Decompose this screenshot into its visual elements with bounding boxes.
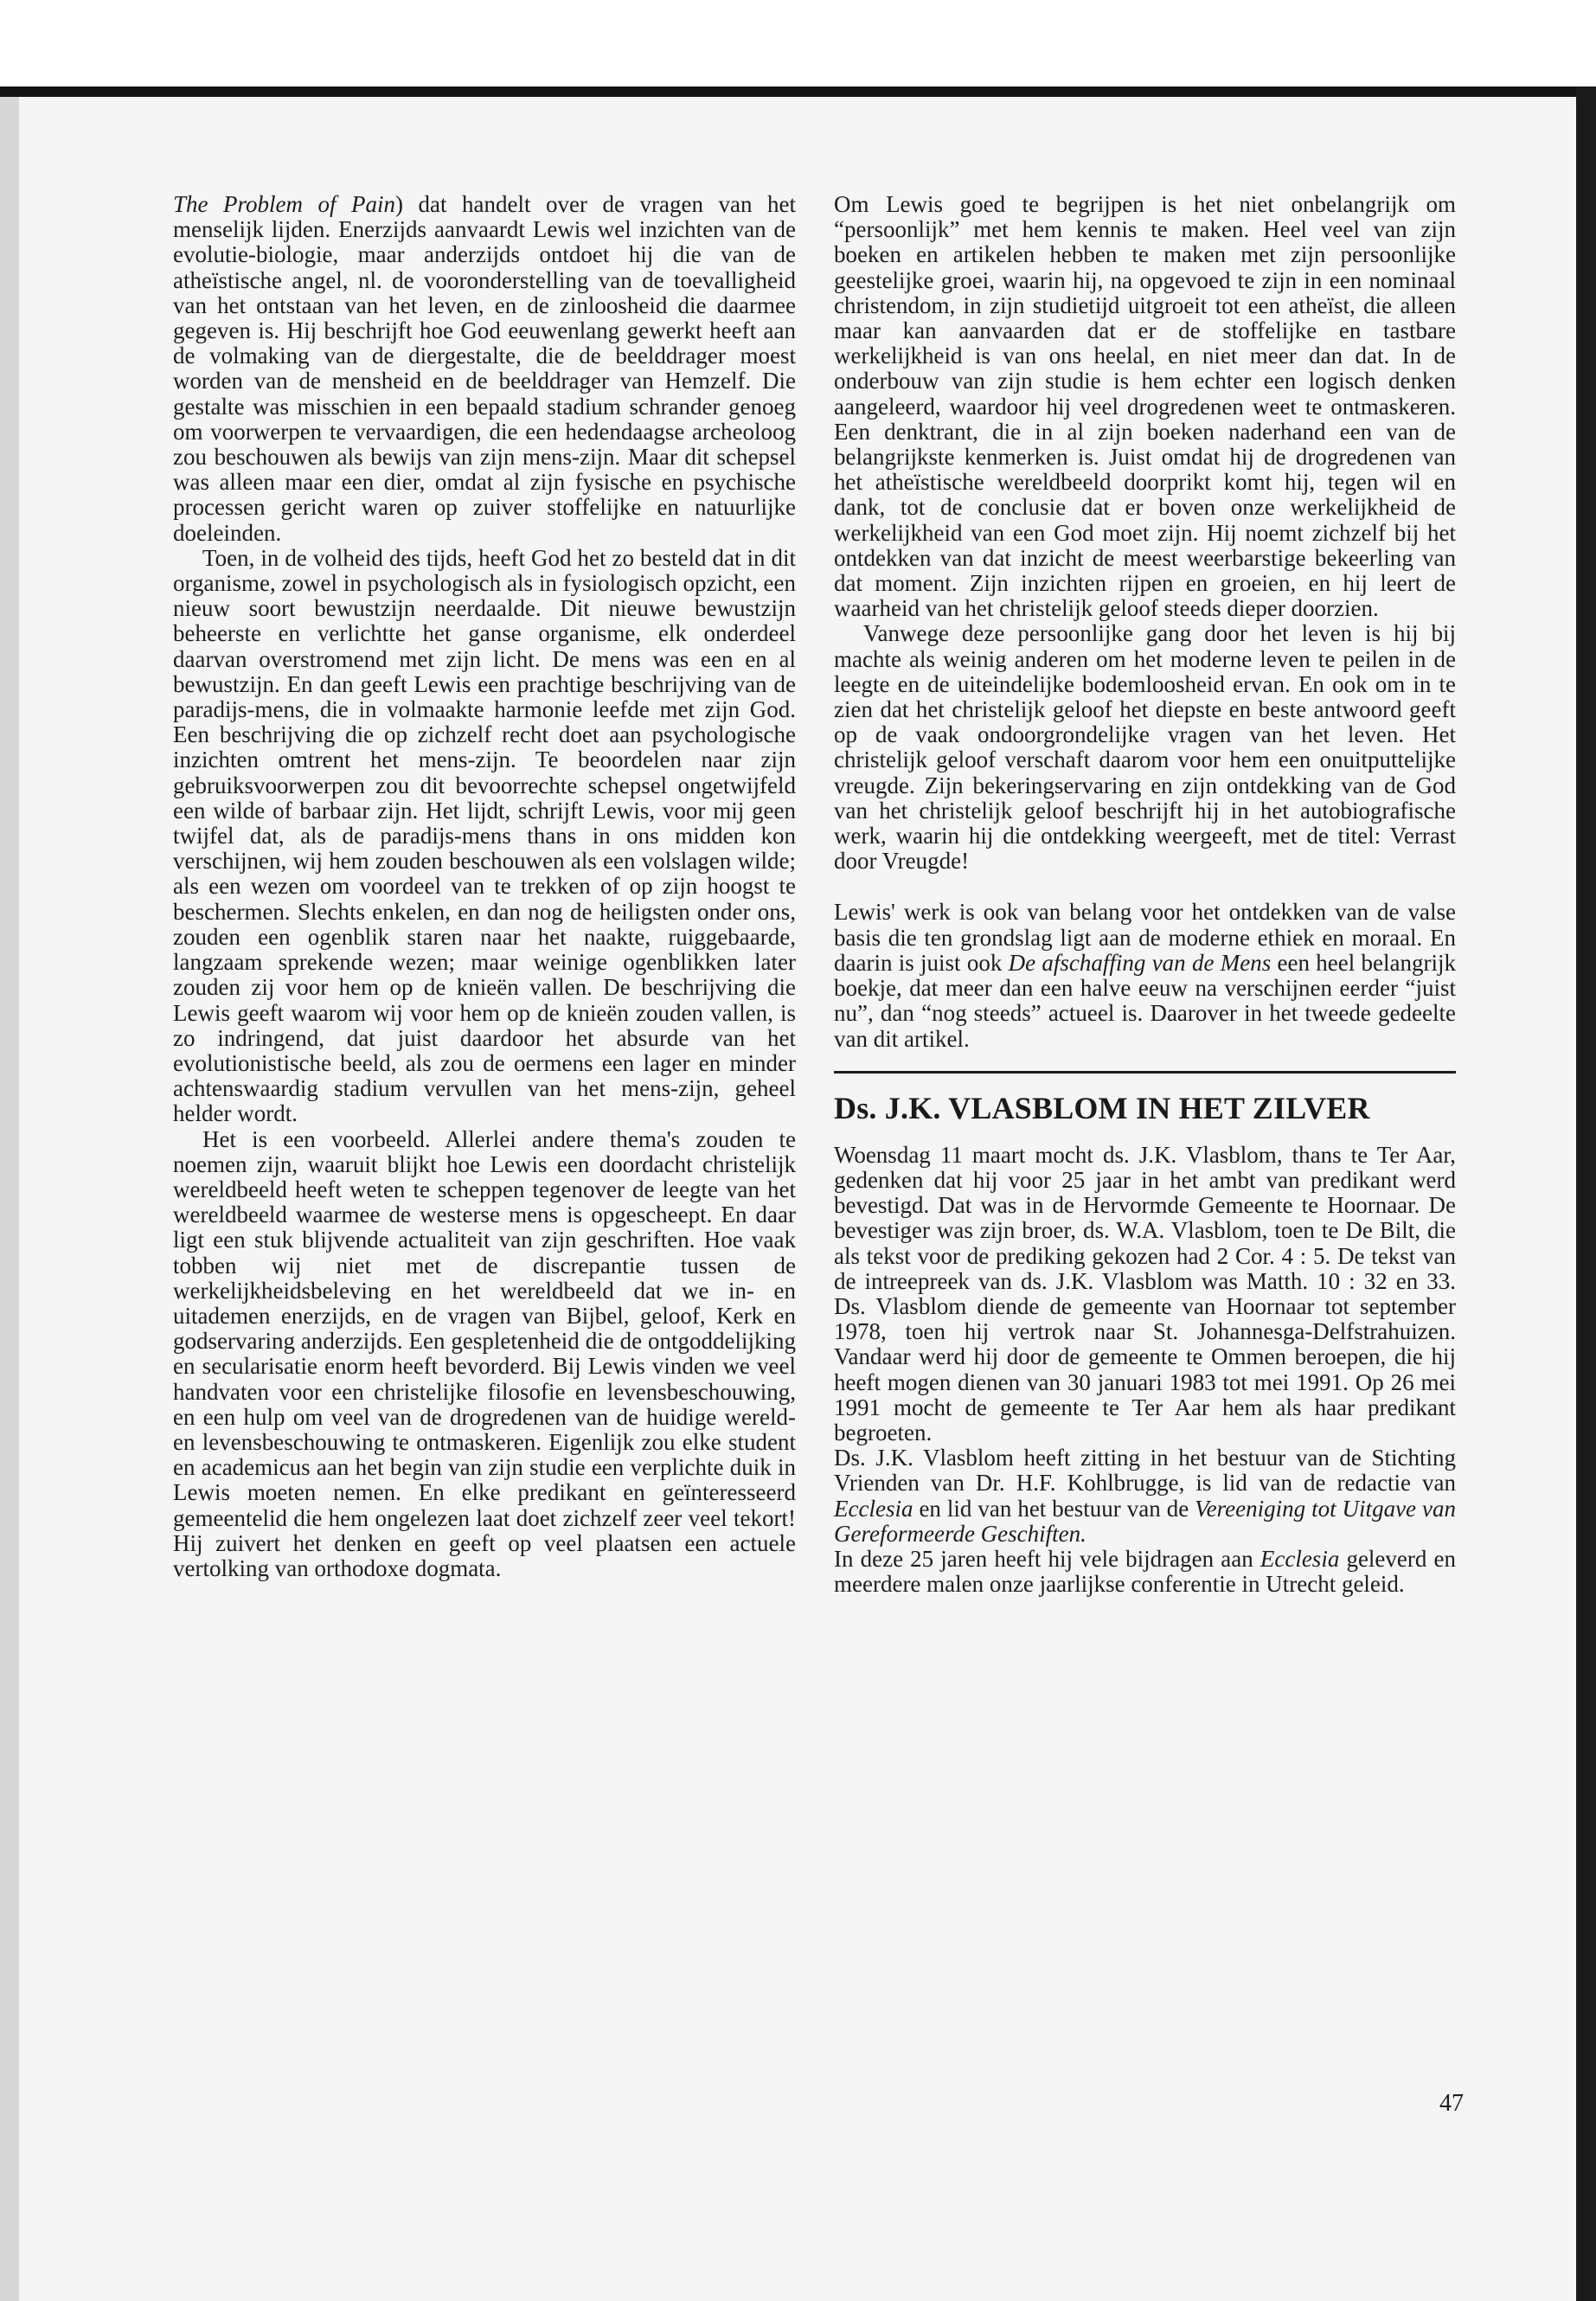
right-paragraph-3-end: een heel belangrijk boekje, dat meer dan een halve eeuw na verschijnen eerder “juist nu”, dan “nog steeds” actueel is. Daarover in het tweede gedeelte van dit artikel. [834, 949, 1456, 1052]
left-column [173, 192, 796, 1581]
left-paragraph-1 [173, 192, 796, 546]
section-heading: Ds. J.K. VLASBLOM IN HET ZILVER [834, 1090, 1370, 1125]
left-paragraph-1-text: ) dat handelt over de vragen van het menselijk lijden. Enerzijds aanvaardt Lewis wel inzichten van de evolutie-biologie, maar anderzijds ontdoet hij die van de atheïstische angel, nl. de vooronderstelling van de toevalligheid van het ontstaan van het leven, en de zinloosheid die daarmee gegeven is. Hij beschrijft hoe God eeuwenlang gewerkt heeft aan de volmaking van de diergestalte, die de beelddrager moest worden van de mensheid en de beelddrager van Hemzelf. Die gestalte was misschien in een bepaald stadium schrander genoeg om voorwerpen te vervaardigen, die een hedendaagse archeoloog zou beschouwen als bewijs van zijn mens-zijn. Maar dit schepsel was alleen maar een dier, omdat al zijn fysische en psychische processen gericht waren op zuiver stoffelijke en natuurlijke doeleinden. [173, 191, 796, 546]
society-title: Vereeniging tot Uitgave van Gereformeerde Geschiften. [834, 1495, 1456, 1547]
book-title-afschaffing: De afschaffing van de Mens [1008, 949, 1272, 976]
magazine-page [19, 97, 1576, 2301]
right-paragraph-5-middle: en lid van het bestuur van de [913, 1495, 1195, 1522]
page-number: 47 [1439, 2090, 1464, 2117]
book-title-problem-of-pain: The Problem of Pain [173, 191, 396, 217]
right-paragraph-3 [834, 900, 1456, 1051]
right-paragraph-6 [834, 1547, 1456, 1597]
journal-title-ecclesia: Ecclesia [834, 1495, 913, 1522]
left-paragraph-3: Het is een voorbeeld. Allerlei andere thema's zouden te noemen zijn, waaruit blijkt hoe Lewis een doordacht christelijk wereldbeeld heeft weten te scheppen tegenover de leegte van het wereldbeeld waarmee de westerse mens is opgescheept. En daar ligt een stuk blijvende actualiteit van zijn geschriften. Hoe vaak tobben wij niet met de discrepantie tussen de werkelijkheidsbeleving en het wereldbeeld dat we in- en uitademen enerzijds, en de vragen van Bijbel, geloof, Kerk en godservaring anderzijds. Een gespletenheid die de ontgoddelijking en secularisatie enorm heeft bevorderd. Bij Lewis vinden we veel handvaten voor een christelijke filosofie en levensbeschouwing, en een hulp om veel van de drogredenen van de huidige wereld- en levensbeschouwing te ontmaskeren. Eigenlijk zou elke student en academicus aan het begin van zijn studie een verplichte duik in Lewis moeten nemen. En elke predikant en geïnteresseerd gemeentelid die hem ongelezen laat doet zichzelf zeer veel tekort! Hij zuivert het denken en geeft op veel plaatsen een actuele vertolking van orthodoxe dogmata. [173, 1125, 796, 1581]
scan-edge-top [0, 87, 1596, 97]
right-paragraph-5-start: Ds. J.K. Vlasblom heeft zitting in het bestuur van de Stichting Vrienden van Dr. H.F. Kohlbrugge, is lid van de redactie van [834, 1445, 1456, 1497]
right-paragraph-6-end: geleverd en meerdere malen onze jaarlijkse conferentie in Utrecht geleid. [834, 1545, 1456, 1598]
scan-edge-right [1576, 87, 1596, 2301]
right-paragraph-5 [834, 1445, 1456, 1547]
section-divider [834, 1071, 1456, 1074]
journal-title-ecclesia-2: Ecclesia [1259, 1545, 1340, 1572]
right-paragraph-6-start: In deze 25 jaren heeft hij vele bijdragen aan [834, 1545, 1260, 1572]
left-paragraph-2: Toen, in de volheid des tijds, heeft God het zo besteld dat in dit organisme, zowel in psychologisch als in fysiologisch opzicht, een nieuw soort bewustzijn neerdaalde. Dit nieuwe bewustzijn beheerste en verlichtte het ganse organisme, elk onderdeel daarvan overstromend met zijn licht. De mens was een en al bewustzijn. En dan geeft Lewis een prachtige beschrijving van de paradijs-mens, die in volmaakte harmonie leefde met zijn God. Een beschrijving die op zichzelf recht doet aan psychologische inzichten omtrent het mens-zijn. Te beoordelen naar zijn gebruiksvoorwerpen zou dit bevoorrechte schepsel ongetwijfeld een wilde of barbaar zijn. Het lijdt, schrijft Lewis, voor mij geen twijfel dat, als de paradijs-mens thans in ons midden kon verschijnen, wij hem zouden beschouwen als een volslagen wilde; als een wezen om voordeel van te trekken of op zijn hoogst te beschermen. Slechts enkelen, en dan nog de heiligsten onder ons, zouden een ogenblik staren naar het naakte, ruiggebaarde, langzaam sprekende wezen; maar weinige ogenblikken later zouden zij voor hem op de knieën vallen. De beschrijving die Lewis geeft waarom wij voor hem op de knieën zouden vallen, is zo indringend, dat juist daardoor het absurde van het evolutionistische beeld, als zou de oermens een lager en minder achtenswaardig stadium vervullen van het mens-zijn, geheel helder wordt. [173, 544, 796, 1127]
right-paragraph-4: Woensdag 11 maart mocht ds. J.K. Vlasblom, thans te Ter Aar, gedenken dat hij voor 25 jaar in het ambt van predikant werd bevestigd. Dat was in de Hervormde Gemeente te Hoornaar. De bevestiger was zijn broer, ds. W.A. Vlasblom, toen te De Bilt, die als tekst voor de prediking gekozen had 2 Cor. 4 : 5. De tekst van de intreepreek van ds. J.K. Vlasblom was Matth. 10 : 32 en 33. Ds. Vlasblom diende de gemeente van Hoornaar tot september 1978, toen hij vertrok naar St. Johannesga-Delfstrahuizen. Vandaar werd hij door de gemeente te Ommen beroepen, die hij heeft mogen dienen van 30 januari 1983 tot mei 1991. Op 26 mei 1991 mocht de gemeente te Ter Aar hem als haar predikant begroeten. [834, 1141, 1456, 1445]
right-column [834, 192, 1456, 1597]
scan-margin-top [0, 0, 1596, 97]
right-paragraph-3-start: Lewis' werk is ook van belang voor het ontdekken van de valse basis die ten grondslag ligt aan de moderne ethiek en moraal. En daarin is juist ook [834, 899, 1456, 976]
right-paragraph-2: Vanwege deze persoonlijke gang door het leven is hij bij machte als weinig anderen om het moderne leven te peilen in de leegte en de uiteindelijke bodemloosheid ervan. En ook om in te zien dat het christelijk geloof het diepste en beste antwoord geeft op de vaak ondoorgrondelijke vragen van het leven. Het christelijk geloof verschaft daarom voor hem een onuitputtelijke vreugde. Zijn bekeringservaring en zijn ontdekking van de God van het christelijk geloof beschrijft hij in het autobiografische werk, waarin hij die ontdekking weergeeft, met de titel: Verrast door Vreugde! [834, 620, 1456, 875]
scan-edge-left [0, 97, 19, 2301]
right-paragraph-1: Om Lewis goed te begrijpen is het niet onbelangrijk om “persoonlijk” met hem kennis te maken. Heel veel van zijn boeken en artikelen hebben te maken met zijn persoonlijke geestelijke groei, waarin hij, na opgevoed te zijn in een nominaal christendom, in zijn studietijd uitgroeit tot een atheïst, die alleen maar kan aanvaarden dat er de stoffelijke en tastbare werkelijkheid is van ons heelal, en niet meer dan dat. In de onderbouw van zijn studie is hem echter een logisch denken aangeleerd, waardoor hij veel drogredenen weet te ontmaskeren. Een denktrant, die in al zijn boeken naderhand een van de belangrijkste kenmerken is. Juist omdat hij de drogredenen van het atheïstische wereldbeeld doorprikt komt hij, tegen wil en dank, tot de conclusie dat er boven onze werkelijkheid de werkelijkheid van een God moet zijn. Hij noemt zichzelf bij het ontdekken van dat inzicht de meest weerbarstige bekeerling van dat moment. Zijn inzichten rijpen en groeien, en hij leert de waarheid van het christelijk geloof steeds dieper doorzien. [834, 191, 1456, 622]
